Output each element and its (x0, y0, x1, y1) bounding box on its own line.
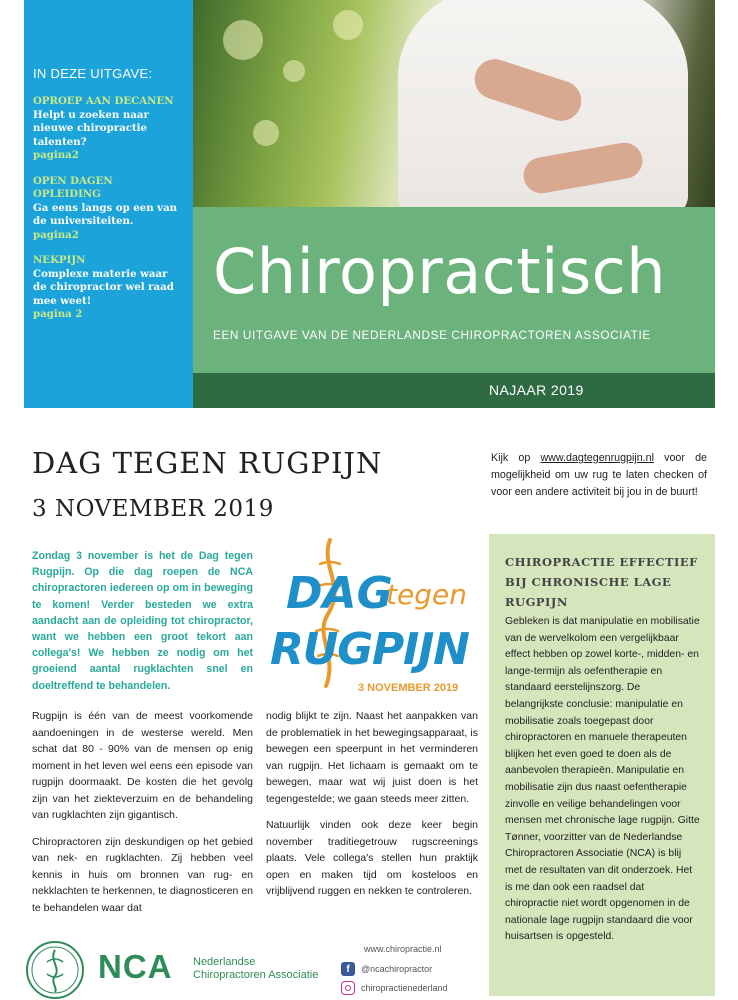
toc-item-desc: Helpt u zoeken naar nieuwe chiropractie talenten? (33, 108, 149, 148)
logo-word-rugpijn: RUGPIJN (270, 624, 470, 675)
toc-item-desc: Ga eens langs op een van de universiteiten. (33, 201, 178, 227)
org-line: Nederlandse (193, 956, 256, 968)
nca-org-name (193, 956, 318, 982)
research-sidebox (489, 534, 715, 996)
toc-item-open-dagen[interactable] (33, 175, 184, 243)
logo-word-dag: DAG (286, 568, 393, 619)
sidebox-body: Gebleken is dat manipulatie en mobilisatie van de wervelkolom een vergelijkbaar effect hebben op zowel korte-, midden- en lange-termijn als oefentherapie en standaard eerstelijnszorg. De belangrijkste conclusie: manipulatie en mobilisatie zoals toegepast door chiropractoren en manuele therapeuten blijken het even goed te doen als de aanbevolen therapieën. Manipulatie en mobilisatie zijn dus naast oefentherapie zinvolle en veilige behandelingen voor mensen met chronische lage rugpijn. Gitte Tønner, voorzitter van de Nederlandse Chiropractoren Associatie (NCA) is blij met de resultaten van dit onderzoek. Het is me dan ook een raadsel dat chiropractie niet wordt opgenomen in de nationale lage rugpijn standaard die voor huisartsen is opgesteld. (505, 616, 700, 943)
sidebox-title: CHIROPRACTIE EFFECTIEF BIJ CHRONISCHE LAGE RUGPIJN (505, 555, 698, 609)
callout-text: voor de mogelijkheid om uw rug te laten checken of voor een andere activiteit bij jou in de buurt! (491, 452, 707, 498)
org-line: Chiropractoren Associatie (193, 969, 319, 981)
footer-facebook[interactable] (341, 962, 432, 976)
toc-item-page: pagina 2 (33, 308, 83, 320)
article-headline: DAG TEGEN RUGPIJN (32, 446, 383, 480)
issue-bar (193, 373, 715, 408)
toc-item-page: pagina2 (33, 149, 79, 161)
article-paragraph: Chiropractoren zijn deskundigen op het gebied van nek- en rugklachten. Zij hebben veel kennis in huis om bronnen van rug- en nekklachten te herkennen, te diagnosticeren en te behandelen waar dat (32, 835, 253, 914)
facebook-handle: @ncachiropractor (361, 964, 433, 974)
article-paragraph: nodig blijkt te zijn. Naast het aanpakken van de problematiek in het bewegingsapparaat, is bewegen een speerpunt in het verminderen van rugpijn. Het lichaam is gemaakt om te bewegen, maar wat wij juist doen is het tegengestelde; we gaan steeds meer zitten. (266, 710, 478, 805)
toc-item-page: pagina2 (33, 228, 79, 241)
magazine-title: Chiropractisch (213, 235, 667, 308)
logo-date: 3 NOVEMBER 2019 (358, 682, 459, 694)
toc-sidebar (24, 0, 193, 408)
footer-instagram[interactable] (341, 981, 448, 995)
header-photo (193, 0, 715, 207)
dagtegenrugpijn-link[interactable]: www.dagtegenrugpijn.nl (540, 452, 654, 464)
issue-label: NAJAAR 2019 (489, 382, 584, 398)
article-column-1 (32, 708, 253, 926)
logo-word-tegen: tegen (386, 578, 467, 611)
toc-item-desc: Complexe materie waar de chiropractor wel raad mee weet! (33, 267, 174, 307)
footer-website-link[interactable]: www.chiropractie.nl (364, 944, 442, 954)
facebook-icon: f (341, 962, 355, 976)
article-paragraph: Natuurlijk vinden ook deze keer begin november traditiegetrouw rugscreenings plaats. Vele collega's stellen hun praktijk open en maken tijd om kosteloos en vrijblijvend ruggen en nekken te controleren. (266, 819, 478, 897)
toc-item-decanen[interactable] (33, 95, 184, 163)
toc-item-head: OPEN DAGEN OPLEIDING (33, 174, 113, 200)
nca-wordmark: NCA (98, 948, 173, 985)
callout-text: Kijk op (491, 452, 541, 464)
toc-item-head: OPROEP AAN DECANEN (33, 95, 174, 107)
article-date: 3 NOVEMBER 2019 (32, 496, 274, 522)
dag-tegen-rugpijn-logo (268, 536, 478, 696)
website-callout (491, 450, 707, 501)
toc-item-nekpijn[interactable] (33, 254, 184, 322)
instagram-icon (341, 981, 355, 995)
instagram-handle: chiropractienederland (361, 983, 448, 993)
article-paragraph: Rugpijn is één van de meest voorkomende aandoeningen in de westerse wereld. Men schat dat 80 - 90% van de mensen op enig moment in het leven wel eens een episode van rugpijn doormaakt. De kosten die het gevolg zijn van het ziekteverzuim en de behandeling van rugklachten zijn gigantisch. (32, 710, 253, 821)
article-intro: Zondag 3 november is het de Dag tegen Rugpijn. Op die dag roepen de NCA chiropractoren iedereen op om in beweging te komen! Verder besteden we extra aandacht aan de opleiding tot chiropractor, want we hebben een groot tekort aan collega's! We hebben ze nodig om het groeiend aantal rugklachten snel en doeltreffend te behandelen. (32, 550, 253, 692)
magazine-subtitle: EEN UITGAVE VAN DE NEDERLANDSE CHIROPRACTOREN ASSOCIATIE (213, 328, 651, 342)
masthead (193, 207, 715, 373)
toc-item-head: NEKPIJN (33, 254, 86, 266)
article-column-2 (266, 708, 478, 910)
nca-emblem-icon (25, 940, 85, 1000)
toc-title: IN DEZE UITGAVE: (33, 66, 153, 81)
